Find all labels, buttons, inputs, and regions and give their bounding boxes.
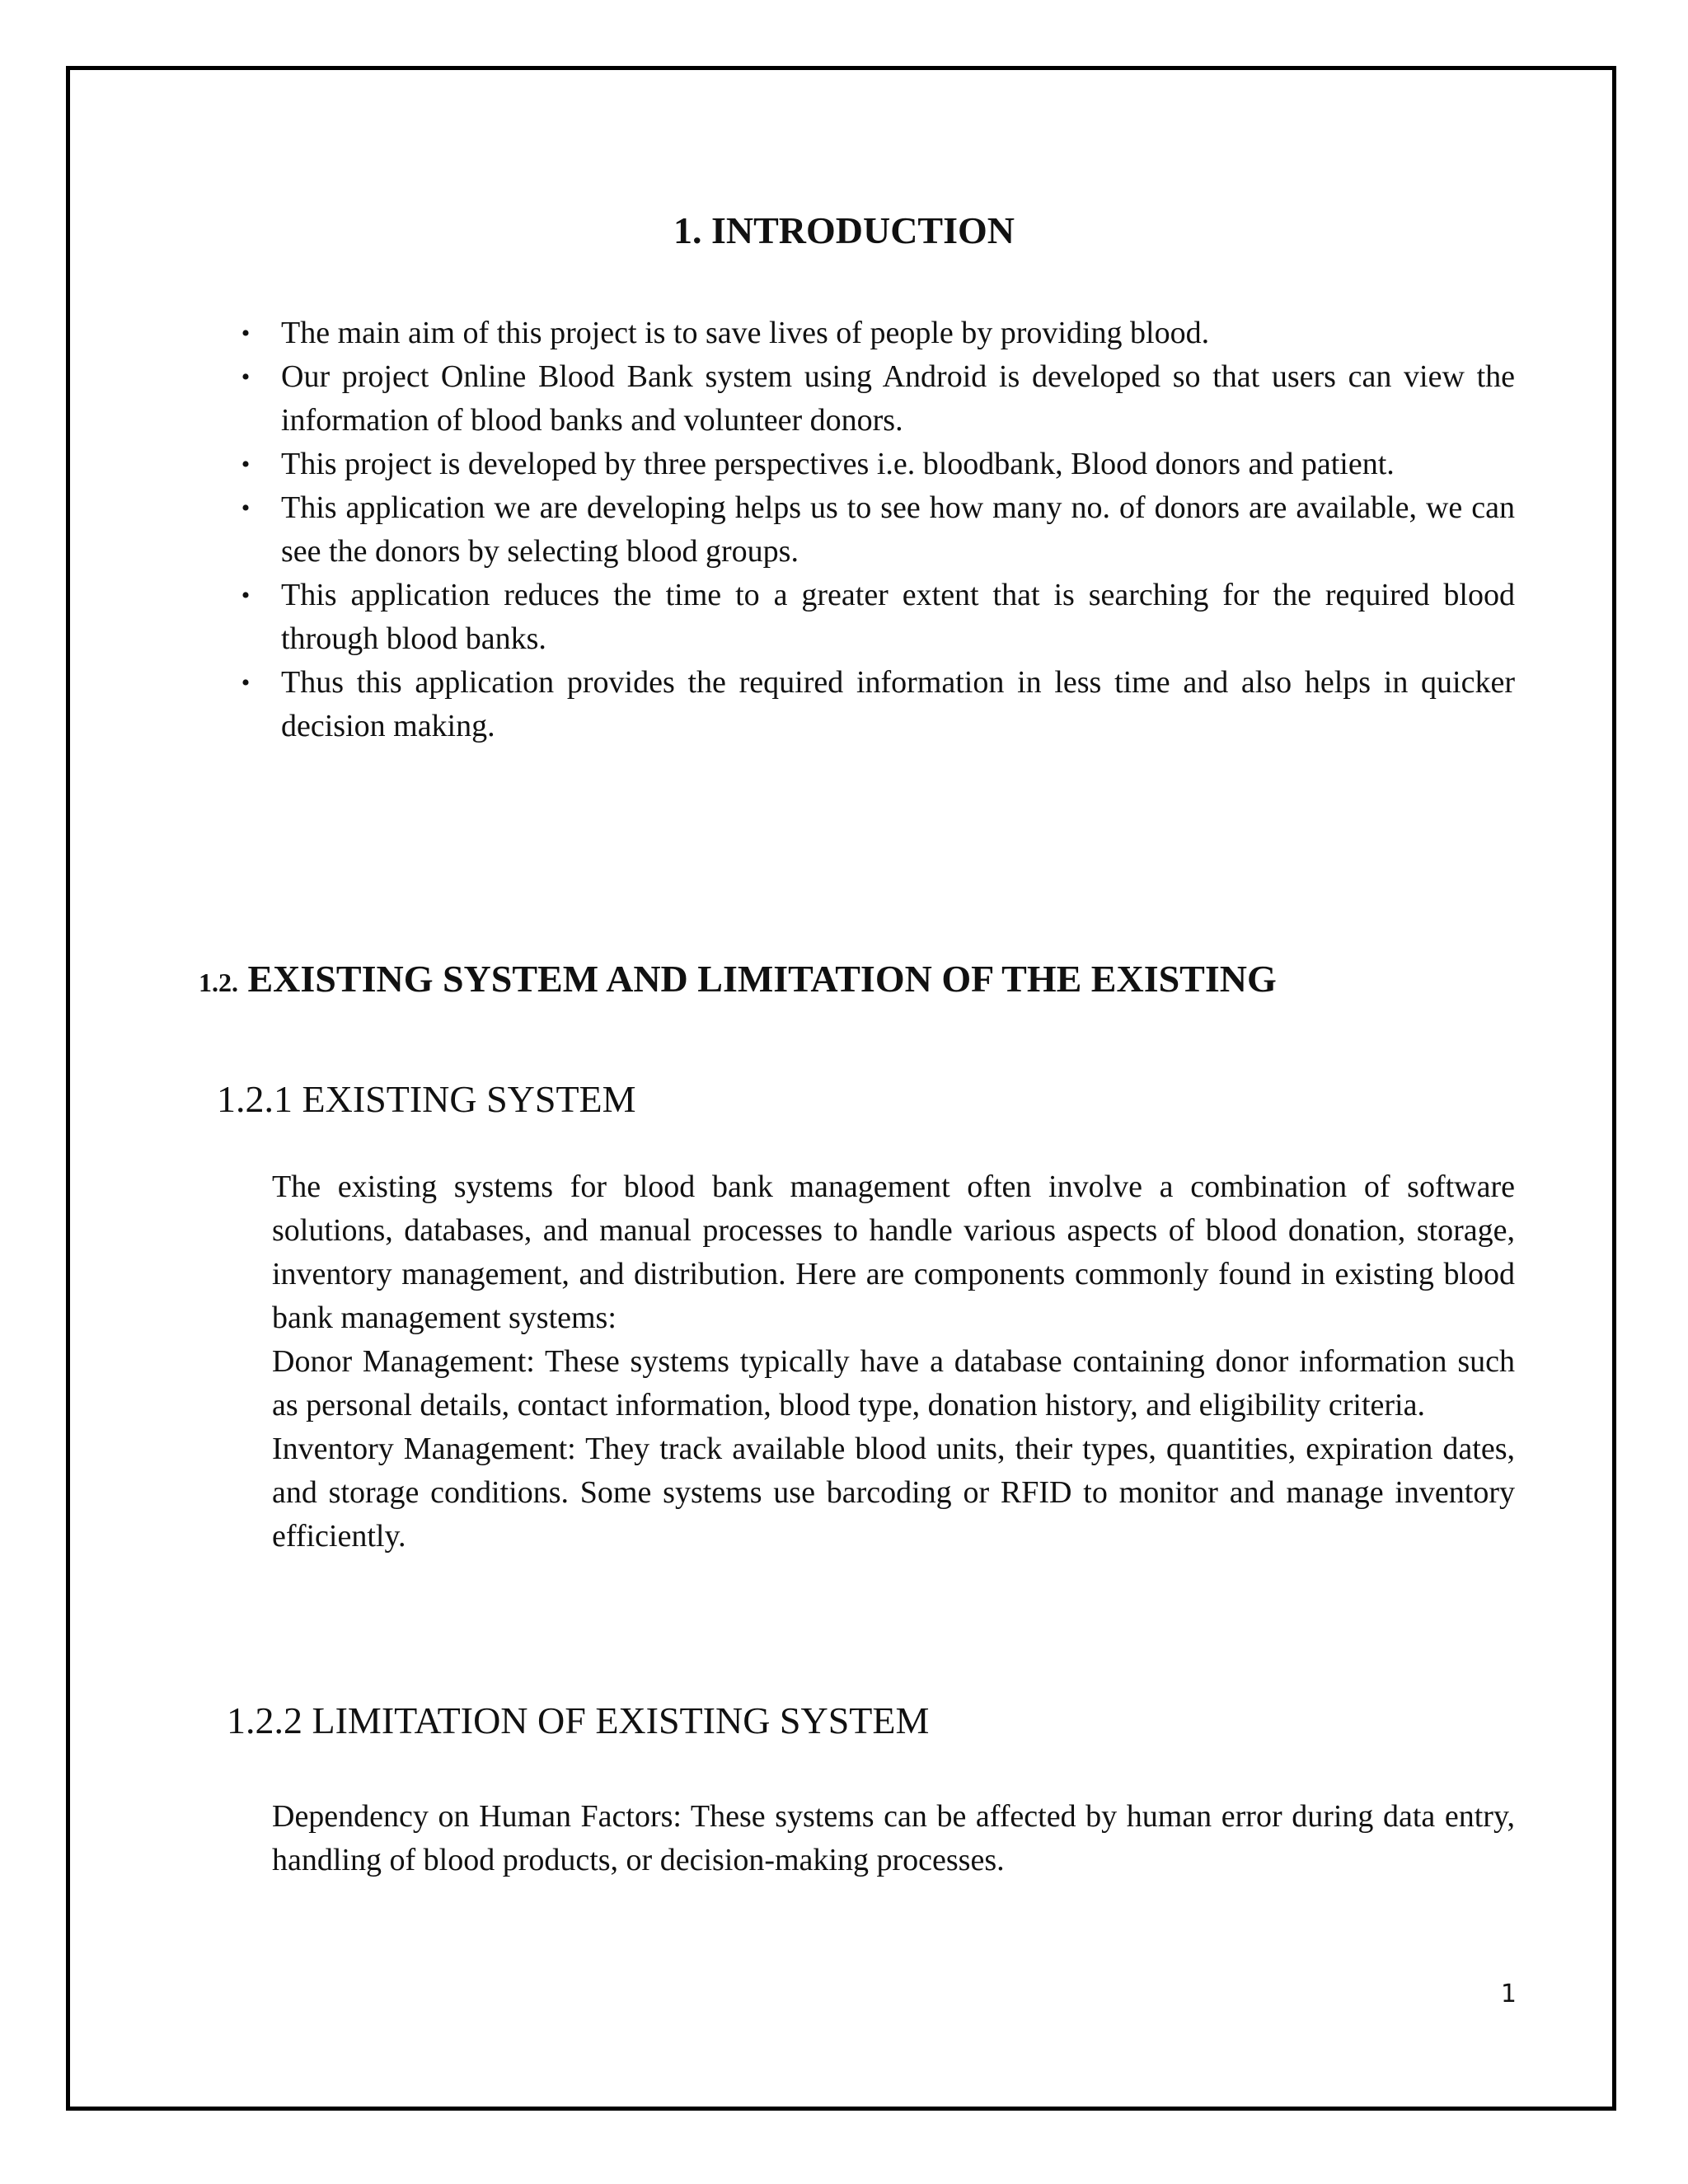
limitations-heading: 1.2.2 LIMITATION OF EXISTING SYSTEM (227, 1699, 930, 1741)
list-item (233, 574, 1515, 661)
bullet-icon: • (241, 363, 251, 391)
bullet-text: Thus this application provides the required information in less time and also helps in quicker decision making. (281, 665, 1515, 743)
section-heading (199, 956, 1277, 1005)
list-item (233, 486, 1515, 574)
paragraph: Inventory Management: They track available blood units, their types, quantities, expiration dates, and storage conditions. Some systems use barcoding or RFID to monitor and manage inventory efficiently. (272, 1432, 1515, 1554)
paragraph: Donor Management: These systems typically have a database containing donor information such as personal details, contact information, blood type, donation history, and eligibility criteria. (272, 1344, 1515, 1422)
intro-bullet-list (233, 312, 1515, 748)
bullet-text: Our project Online Blood Bank system using Android is developed so that users can view the information of blood banks and volunteer donors. (281, 359, 1515, 438)
page-title: 1. INTRODUCTION (673, 209, 1015, 251)
bullet-icon: • (241, 494, 251, 522)
bullet-icon: • (241, 669, 251, 696)
section-title-text: EXISTING SYSTEM AND LIMITATION OF THE EXISTING (247, 958, 1277, 1000)
page-number: 1 (1500, 1980, 1517, 2008)
list-item (233, 661, 1515, 748)
bullet-icon: • (241, 451, 251, 478)
bullet-text: This project is developed by three perspectives i.e. bloodbank, Blood donors and patient. (281, 447, 1395, 481)
bullet-icon: • (241, 582, 251, 609)
bullet-text: This application reduces the time to a greater extent that is searching for the required blood through blood banks. (281, 578, 1515, 656)
bullet-text: This application we are developing helps us to see how many no. of donors are available, we can see the donors by selecting blood groups. (281, 490, 1515, 569)
list-item (233, 443, 1515, 486)
limitations-body (272, 1795, 1515, 1882)
bullet-text: The main aim of this project is to save lives of people by providing blood. (281, 316, 1210, 350)
section-number: 1.2. (199, 968, 238, 997)
bullet-icon: • (241, 320, 251, 347)
paragraph: The existing systems for blood bank management often involve a combination of software solutions, databases, and manual processes to handle various aspects of blood donation, storage, inventory management, and distribution. Here are components commonly found in existing blood bank management systems: (272, 1169, 1515, 1335)
existing-system-heading: 1.2.1 EXISTING SYSTEM (217, 1078, 636, 1120)
list-item (233, 312, 1515, 355)
paragraph: Dependency on Human Factors: These systems can be affected by human error during data entry, handling of blood products, or decision-making processes. (272, 1799, 1515, 1877)
list-item (233, 355, 1515, 443)
existing-system-body (272, 1165, 1515, 1558)
